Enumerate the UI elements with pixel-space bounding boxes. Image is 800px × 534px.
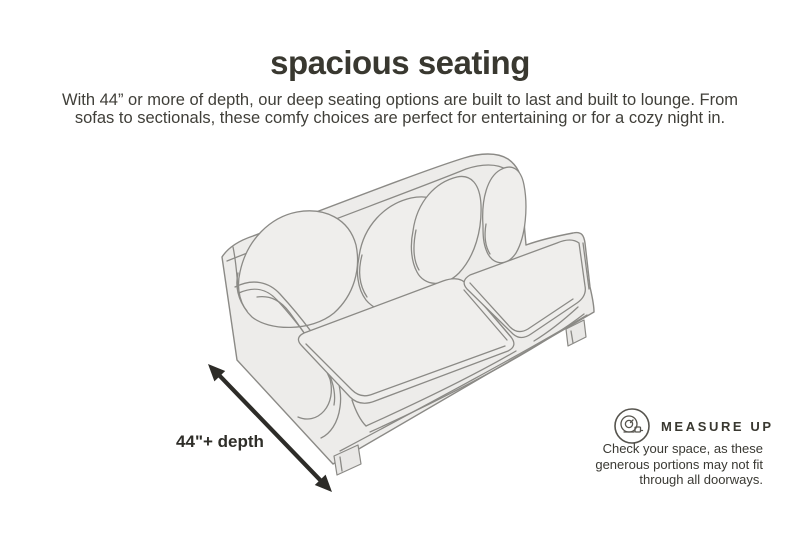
subtitle-line-2: sofas to sectionals, these comfy choices are perfect for entertaining or for a cozy night in. (74, 109, 726, 127)
sofa-line-drawing (222, 154, 594, 475)
measure-up-note (553, 441, 763, 488)
note-line-1: Check your space, as these (602, 441, 763, 456)
note-line-2: generous portions may not fit (595, 456, 763, 472)
measure-up-heading: MEASURE UP (661, 419, 774, 434)
note-line-3: through all doorways. (639, 472, 763, 487)
page-title: spacious seating (270, 44, 530, 81)
subtitle-line-1: With 44” or more of depth, our deep seating options are built to last and built to lounge. From (62, 91, 738, 109)
depth-dimension-label: 44"+ depth (176, 432, 264, 451)
tape-measure-icon (612, 406, 652, 446)
